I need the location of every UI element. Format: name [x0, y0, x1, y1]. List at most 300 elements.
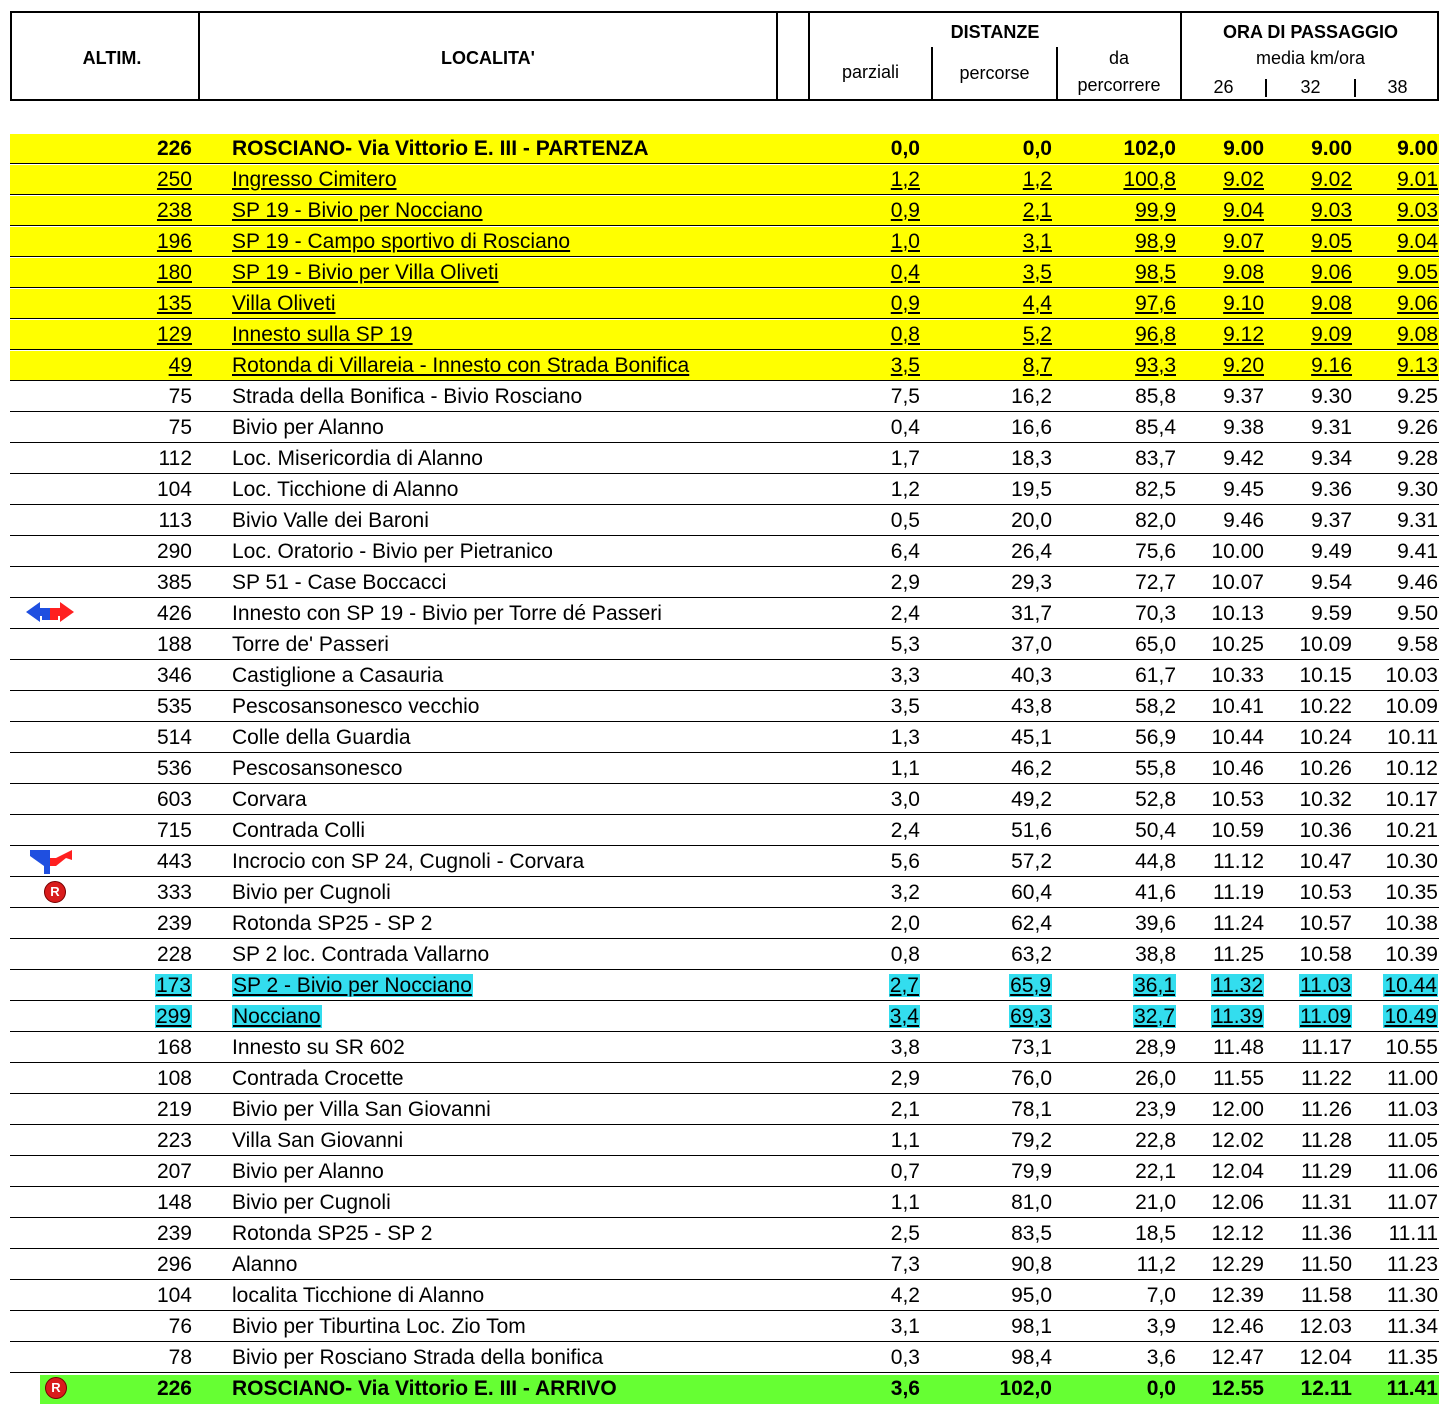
time-38-cell: 10.35	[1385, 881, 1438, 904]
time-38-cell: 9.41	[1397, 540, 1438, 563]
partial-distance-cell: 1,3	[890, 726, 920, 749]
remaining-distance-cell: 3,6	[1146, 1346, 1176, 1369]
covered-distance-cell: 49,2	[1011, 788, 1052, 811]
time-26-cell: 9.10	[1223, 292, 1264, 315]
location-cell: SP 19 - Campo sportivo di Rosciano	[232, 230, 571, 253]
partial-distance-cell: 3,5	[890, 354, 920, 377]
time-26-cell: 12.46	[1211, 1315, 1264, 1338]
time-38-cell: 9.03	[1397, 199, 1438, 222]
header-localita: LOCALITA'	[441, 48, 535, 68]
remaining-distance-cell: 93,3	[1135, 354, 1176, 377]
time-26-cell: 9.45	[1223, 478, 1264, 501]
time-32-cell: 11.58	[1301, 1284, 1352, 1307]
remaining-distance-cell: 18,5	[1135, 1222, 1176, 1245]
route-table	[0, 133, 1441, 1404]
remaining-distance-cell-text: 36,1	[1134, 974, 1175, 997]
time-32-cell: 12.11	[1300, 1377, 1352, 1400]
remaining-distance-cell: 0,0	[1146, 1377, 1176, 1400]
route-r-badge-icon: R	[44, 881, 66, 903]
time-26-cell: 12.02	[1211, 1129, 1264, 1152]
location-cell: Rotonda SP25 - SP 2	[232, 1222, 433, 1245]
time-38-cell	[1360, 970, 1438, 1001]
covered-distance-cell: 19,5	[1011, 478, 1052, 501]
altitude-cell: 219	[156, 1098, 192, 1121]
header-percorse: percorse	[959, 63, 1030, 83]
time-32-cell: 11.22	[1301, 1067, 1352, 1090]
table-row	[0, 319, 1441, 350]
table-row	[0, 567, 1441, 598]
location-cell: ROSCIANO- Via Vittorio E. III - PARTENZA	[232, 137, 649, 160]
table-row	[0, 753, 1441, 784]
time-26-cell: 9.12	[1223, 323, 1264, 346]
location-cell: ROSCIANO- Via Vittorio E. III - ARRIVO	[232, 1377, 617, 1400]
covered-distance-cell: 31,7	[1011, 602, 1052, 625]
table-row	[0, 1342, 1441, 1373]
remaining-distance-cell: 3,9	[1146, 1315, 1176, 1338]
table-row	[0, 1311, 1441, 1342]
time-38-cell: 11.34	[1387, 1315, 1438, 1338]
partial-distance-cell: 2,5	[890, 1222, 920, 1245]
time-38-cell-text: 10.44	[1384, 974, 1437, 997]
partial-distance-cell: 4,2	[890, 1284, 920, 1307]
remaining-distance-cell: 22,8	[1135, 1129, 1176, 1152]
time-32-cell: 11.50	[1301, 1253, 1352, 1276]
partial-distance-cell: 0,0	[890, 137, 920, 160]
covered-distance-cell: 60,4	[1011, 881, 1052, 904]
table-row	[0, 629, 1441, 660]
covered-distance-cell: 79,2	[1011, 1129, 1052, 1152]
location-cell-text: Nocciano	[233, 1005, 321, 1028]
partial-distance-cell	[850, 970, 920, 1001]
partial-distance-cell	[850, 1001, 920, 1032]
time-38-cell: 11.06	[1387, 1160, 1438, 1183]
remaining-distance-cell: 50,4	[1135, 819, 1176, 842]
time-26-cell: 10.13	[1211, 602, 1264, 625]
time-26-cell: 12.47	[1211, 1346, 1264, 1369]
partial-distance-cell: 7,3	[890, 1253, 920, 1276]
time-32-cell: 9.34	[1311, 447, 1352, 470]
time-32-cell-text: 11.03	[1300, 974, 1351, 997]
covered-distance-cell-text: 65,9	[1010, 974, 1051, 997]
partial-distance-cell: 2,1	[890, 1098, 920, 1121]
location-cell: Loc. Ticchione di Alanno	[232, 478, 459, 501]
time-26-cell: 10.46	[1211, 757, 1264, 780]
partial-distance-cell: 1,0	[890, 230, 920, 253]
time-26-cell: 10.41	[1211, 695, 1264, 718]
remaining-distance-cell-text: 32,7	[1134, 1005, 1175, 1028]
time-32-cell: 9.37	[1311, 509, 1352, 532]
partial-distance-cell: 5,3	[890, 633, 920, 656]
location-cell: Contrada Crocette	[232, 1067, 404, 1090]
remaining-distance-cell: 75,6	[1135, 540, 1176, 563]
fork-left-right-arrows-icon	[20, 600, 80, 627]
time-26-cell: 9.04	[1223, 199, 1264, 222]
altitude-cell: 76	[168, 1315, 192, 1338]
location-cell: Bivio per Cugnoli	[232, 881, 391, 904]
altitude-cell-text: 173	[155, 974, 191, 997]
altitude-cell: 239	[156, 912, 192, 935]
time-38-cell: 9.04	[1397, 230, 1438, 253]
time-26-cell: 9.00	[1223, 137, 1264, 160]
partial-distance-cell-text: 3,4	[889, 1005, 919, 1028]
remaining-distance-cell: 26,0	[1135, 1067, 1176, 1090]
table-header	[10, 11, 1439, 101]
table-row	[0, 598, 1441, 629]
table-row	[0, 1032, 1441, 1063]
time-38-cell: 9.00	[1397, 137, 1438, 160]
remaining-distance-cell: 61,7	[1135, 664, 1176, 687]
location-cell: Bivio per Cugnoli	[232, 1191, 391, 1214]
header-ora-di-passaggio: ORA DI PASSAGGIO	[1222, 22, 1399, 42]
altitude-cell	[120, 970, 192, 1001]
time-38-cell: 11.11	[1388, 1222, 1438, 1245]
time-32-cell: 11.31	[1301, 1191, 1352, 1214]
time-32-cell: 12.03	[1299, 1315, 1352, 1338]
table-row	[0, 1156, 1441, 1187]
table-row	[0, 288, 1441, 319]
covered-distance-cell: 45,1	[1011, 726, 1052, 749]
partial-distance-cell: 0,8	[890, 323, 920, 346]
table-row	[0, 164, 1441, 195]
altitude-cell: 346	[156, 664, 192, 687]
partial-distance-cell: 0,5	[890, 509, 920, 532]
time-38-cell: 9.01	[1397, 168, 1438, 191]
remaining-distance-cell	[1080, 1001, 1176, 1032]
time-26-cell: 10.07	[1211, 571, 1264, 594]
covered-distance-cell: 43,8	[1011, 695, 1052, 718]
location-cell: Bivio per Villa San Giovanni	[232, 1098, 491, 1121]
location-cell: Loc. Oratorio - Bivio per Pietranico	[232, 540, 553, 563]
partial-distance-cell: 1,1	[890, 757, 920, 780]
partial-distance-cell: 1,2	[890, 478, 920, 501]
time-38-cell: 9.25	[1397, 385, 1438, 408]
table-row	[0, 1125, 1441, 1156]
location-cell: Innesto su SR 602	[232, 1036, 405, 1059]
time-26-cell: 10.59	[1211, 819, 1264, 842]
altitude-cell: 129	[156, 323, 192, 346]
table-row	[0, 908, 1441, 939]
time-26-cell: 11.55	[1213, 1067, 1264, 1090]
altitude-cell: 108	[156, 1067, 192, 1090]
time-38-cell: 11.05	[1387, 1129, 1438, 1152]
table-row	[0, 133, 1441, 164]
remaining-distance-cell: 72,7	[1135, 571, 1176, 594]
remaining-distance-cell: 96,8	[1135, 323, 1176, 346]
altitude-cell: 168	[156, 1036, 192, 1059]
altitude-cell: 75	[168, 385, 192, 408]
partial-distance-cell: 1,1	[890, 1129, 920, 1152]
location-cell: SP 2 loc. Contrada Vallarno	[232, 943, 490, 966]
partial-distance-cell: 3,2	[890, 881, 920, 904]
location-cell: Corvara	[232, 788, 307, 811]
time-26-cell: 12.12	[1211, 1222, 1264, 1245]
time-32-cell	[1270, 1001, 1352, 1032]
table-row	[0, 226, 1441, 257]
partial-distance-cell: 0,9	[890, 199, 920, 222]
altitude-cell: 207	[156, 1160, 192, 1183]
time-32-cell: 10.53	[1299, 881, 1352, 904]
time-32-cell: 11.29	[1301, 1160, 1352, 1183]
altitude-cell: 536	[156, 757, 192, 780]
altitude-cell: 196	[156, 230, 192, 253]
covered-distance-cell: 26,4	[1011, 540, 1052, 563]
table-row	[0, 1280, 1441, 1311]
time-26-cell: 11.24	[1213, 912, 1264, 935]
remaining-distance-cell: 39,6	[1135, 912, 1176, 935]
location-cell: Bivio per Alanno	[232, 1160, 384, 1183]
time-26-cell: 11.48	[1213, 1036, 1264, 1059]
time-38-cell: 9.13	[1397, 354, 1438, 377]
header-speed-38: 38	[1387, 77, 1408, 97]
altitude-cell: 238	[156, 199, 192, 222]
partial-distance-cell-text: 2,7	[889, 974, 919, 997]
time-38-cell: 10.03	[1385, 664, 1438, 687]
location-cell: SP 19 - Bivio per Villa Oliveti	[232, 261, 499, 284]
time-26-cell: 12.29	[1211, 1253, 1264, 1276]
time-32-cell: 10.58	[1299, 943, 1352, 966]
location-cell: Pescosansonesco	[232, 757, 403, 780]
covered-distance-cell: 63,2	[1011, 943, 1052, 966]
covered-distance-cell: 46,2	[1011, 757, 1052, 780]
altitude-cell: 715	[156, 819, 192, 842]
covered-distance-cell: 3,1	[1022, 230, 1052, 253]
covered-distance-cell: 83,5	[1011, 1222, 1052, 1245]
time-38-cell: 9.26	[1397, 416, 1438, 439]
time-26-cell: 9.02	[1223, 168, 1264, 191]
remaining-distance-cell: 56,9	[1135, 726, 1176, 749]
time-32-cell: 10.36	[1299, 819, 1352, 842]
altitude-cell: 104	[156, 478, 192, 501]
time-32-cell: 9.36	[1311, 478, 1352, 501]
time-32-cell: 9.59	[1311, 602, 1352, 625]
partial-distance-cell: 3,1	[890, 1315, 920, 1338]
altitude-cell: 78	[168, 1346, 192, 1369]
altitude-cell: 228	[156, 943, 192, 966]
time-38-cell: 9.46	[1397, 571, 1438, 594]
partial-distance-cell: 2,0	[890, 912, 920, 935]
location-cell: Innesto sulla SP 19	[232, 323, 413, 346]
table-row	[0, 350, 1441, 381]
table-row	[0, 381, 1441, 412]
covered-distance-cell: 37,0	[1011, 633, 1052, 656]
header-da: da	[1108, 48, 1130, 68]
location-cell: Contrada Colli	[232, 819, 366, 842]
remaining-distance-cell: 99,9	[1135, 199, 1176, 222]
route-r-badge-icon: R	[45, 1377, 67, 1399]
covered-distance-cell: 16,2	[1011, 385, 1052, 408]
time-32-cell: 9.02	[1311, 168, 1352, 191]
time-38-cell: 11.41	[1386, 1377, 1438, 1400]
header-media-km-ora: media km/ora	[1255, 48, 1366, 68]
location-cell: Strada della Bonifica - Bivio Rosciano	[232, 385, 583, 408]
altitude-cell: 514	[156, 726, 192, 749]
time-38-cell: 10.09	[1385, 695, 1438, 718]
altitude-cell: 333	[156, 881, 192, 904]
time-32-cell: 10.47	[1299, 850, 1352, 873]
time-38-cell: 11.35	[1387, 1346, 1438, 1369]
partial-distance-cell: 5,6	[890, 850, 920, 873]
table-row	[0, 815, 1441, 846]
altitude-cell: 226	[156, 137, 192, 160]
location-cell: Bivio per Rosciano Strada della bonifica	[232, 1346, 604, 1369]
covered-distance-cell: 62,4	[1011, 912, 1052, 935]
remaining-distance-cell: 22,1	[1135, 1160, 1176, 1183]
altitude-cell: 535	[156, 695, 192, 718]
table-row	[0, 536, 1441, 567]
covered-distance-cell: 40,3	[1011, 664, 1052, 687]
time-38-cell: 9.31	[1397, 509, 1438, 532]
location-cell: Bivio per Alanno	[232, 416, 384, 439]
time-26-cell: 11.25	[1213, 943, 1264, 966]
time-32-cell: 11.36	[1301, 1222, 1352, 1245]
partial-distance-cell: 1,2	[890, 168, 920, 191]
remaining-distance-cell: 82,5	[1135, 478, 1176, 501]
partial-distance-cell: 0,4	[890, 261, 920, 284]
remaining-distance-cell: 7,0	[1146, 1284, 1176, 1307]
table-row	[0, 257, 1441, 288]
partial-distance-cell: 0,4	[890, 416, 920, 439]
time-32-cell: 9.16	[1311, 354, 1352, 377]
time-26-cell-text: 11.32	[1212, 974, 1263, 997]
time-38-cell: 9.50	[1397, 602, 1438, 625]
time-38-cell: 11.30	[1387, 1284, 1438, 1307]
covered-distance-cell	[960, 1001, 1052, 1032]
header-distanze: DISTANZE	[950, 22, 1040, 42]
time-26-cell	[1180, 970, 1264, 1001]
remaining-distance-cell: 52,8	[1135, 788, 1176, 811]
table-row	[0, 691, 1441, 722]
time-32-cell: 9.49	[1311, 540, 1352, 563]
altitude-cell: 104	[156, 1284, 192, 1307]
header-speed-26: 26	[1213, 77, 1234, 97]
location-cell: Bivio per Tiburtina Loc. Zio Tom	[232, 1315, 526, 1338]
remaining-distance-cell: 55,8	[1135, 757, 1176, 780]
time-38-cell: 10.12	[1385, 757, 1438, 780]
covered-distance-cell: 8,7	[1022, 354, 1052, 377]
time-38-cell: 10.39	[1385, 943, 1438, 966]
time-32-cell: 12.04	[1299, 1346, 1352, 1369]
table-row	[0, 1249, 1441, 1280]
partial-distance-cell: 2,9	[890, 1067, 920, 1090]
time-38-cell: 10.55	[1385, 1036, 1438, 1059]
location-cell: SP 51 - Case Boccacci	[232, 571, 447, 594]
time-32-cell: 10.09	[1299, 633, 1352, 656]
altitude-cell: 443	[156, 850, 192, 873]
altitude-cell: 385	[156, 571, 192, 594]
covered-distance-cell: 57,2	[1011, 850, 1052, 873]
table-row	[0, 1187, 1441, 1218]
remaining-distance-cell: 28,9	[1135, 1036, 1176, 1059]
location-cell: Rotonda SP25 - SP 2	[232, 912, 433, 935]
time-26-cell: 12.00	[1211, 1098, 1264, 1121]
altitude-cell: 290	[156, 540, 192, 563]
table-row	[0, 970, 1441, 1001]
time-32-cell-text: 11.09	[1300, 1005, 1351, 1028]
time-32-cell: 9.54	[1311, 571, 1352, 594]
time-32-cell: 10.26	[1299, 757, 1352, 780]
time-26-cell: 11.19	[1213, 881, 1264, 904]
time-32-cell: 9.08	[1311, 292, 1352, 315]
time-38-cell: 9.58	[1397, 633, 1438, 656]
covered-distance-cell: 90,8	[1011, 1253, 1052, 1276]
time-26-cell-text: 11.39	[1212, 1005, 1263, 1028]
remaining-distance-cell: 97,6	[1135, 292, 1176, 315]
covered-distance-cell: 1,2	[1022, 168, 1052, 191]
time-26-cell: 12.39	[1211, 1284, 1264, 1307]
table-row	[0, 846, 1441, 877]
covered-distance-cell: 79,9	[1011, 1160, 1052, 1183]
time-26-cell: 10.00	[1211, 540, 1264, 563]
table-row	[0, 412, 1441, 443]
altitude-cell: 148	[156, 1191, 192, 1214]
altitude-cell: 135	[156, 292, 192, 315]
location-cell	[232, 970, 872, 1001]
time-32-cell: 9.06	[1311, 261, 1352, 284]
remaining-distance-cell: 85,8	[1135, 385, 1176, 408]
time-32-cell: 9.05	[1311, 230, 1352, 253]
time-38-cell-text: 10.49	[1384, 1005, 1437, 1028]
header-percorrere: percorrere	[1077, 75, 1161, 95]
time-26-cell: 12.55	[1211, 1377, 1264, 1400]
altitude-cell: 188	[156, 633, 192, 656]
table-row	[0, 474, 1441, 505]
partial-distance-cell: 3,3	[890, 664, 920, 687]
location-cell: SP 19 - Bivio per Nocciano	[232, 199, 483, 222]
time-38-cell: 9.30	[1397, 478, 1438, 501]
time-32-cell: 10.24	[1299, 726, 1352, 749]
time-26-cell: 10.44	[1211, 726, 1264, 749]
time-26-cell: 9.37	[1223, 385, 1264, 408]
table-row	[0, 443, 1441, 474]
covered-distance-cell: 20,0	[1011, 509, 1052, 532]
table-row	[0, 660, 1441, 691]
table-row	[0, 877, 1441, 908]
remaining-distance-cell: 41,6	[1135, 881, 1176, 904]
partial-distance-cell: 2,9	[890, 571, 920, 594]
time-38-cell: 9.05	[1397, 261, 1438, 284]
time-26-cell: 10.25	[1211, 633, 1264, 656]
partial-distance-cell: 1,7	[890, 447, 920, 470]
altitude-cell: 603	[156, 788, 192, 811]
time-26-cell: 11.12	[1213, 850, 1264, 873]
altitude-cell: 296	[156, 1253, 192, 1276]
altitude-cell: 426	[156, 602, 192, 625]
covered-distance-cell-text: 69,3	[1010, 1005, 1051, 1028]
remaining-distance-cell: 58,2	[1135, 695, 1176, 718]
covered-distance-cell: 73,1	[1011, 1036, 1052, 1059]
time-38-cell: 11.07	[1387, 1191, 1438, 1214]
partial-distance-cell: 2,4	[890, 602, 920, 625]
time-26-cell: 10.53	[1211, 788, 1264, 811]
location-cell: Pescosansonesco vecchio	[232, 695, 480, 718]
altitude-cell-text: 299	[155, 1005, 191, 1028]
time-32-cell: 11.26	[1301, 1098, 1352, 1121]
crossroad-arrows-icon	[20, 848, 80, 875]
table-row	[0, 1373, 1441, 1404]
covered-distance-cell: 5,2	[1022, 323, 1052, 346]
time-32-cell: 11.28	[1301, 1129, 1352, 1152]
covered-distance-cell: 98,4	[1011, 1346, 1052, 1369]
partial-distance-cell: 0,8	[890, 943, 920, 966]
time-38-cell: 10.11	[1387, 726, 1438, 749]
location-cell: localita Ticchione di Alanno	[232, 1284, 485, 1307]
time-26-cell: 9.20	[1223, 354, 1264, 377]
time-26-cell: 9.07	[1223, 230, 1264, 253]
location-cell: Bivio Valle dei Baroni	[232, 509, 429, 532]
time-26-cell: 9.42	[1223, 447, 1264, 470]
time-38-cell: 10.30	[1385, 850, 1438, 873]
location-cell: Loc. Misericordia di Alanno	[232, 447, 483, 470]
